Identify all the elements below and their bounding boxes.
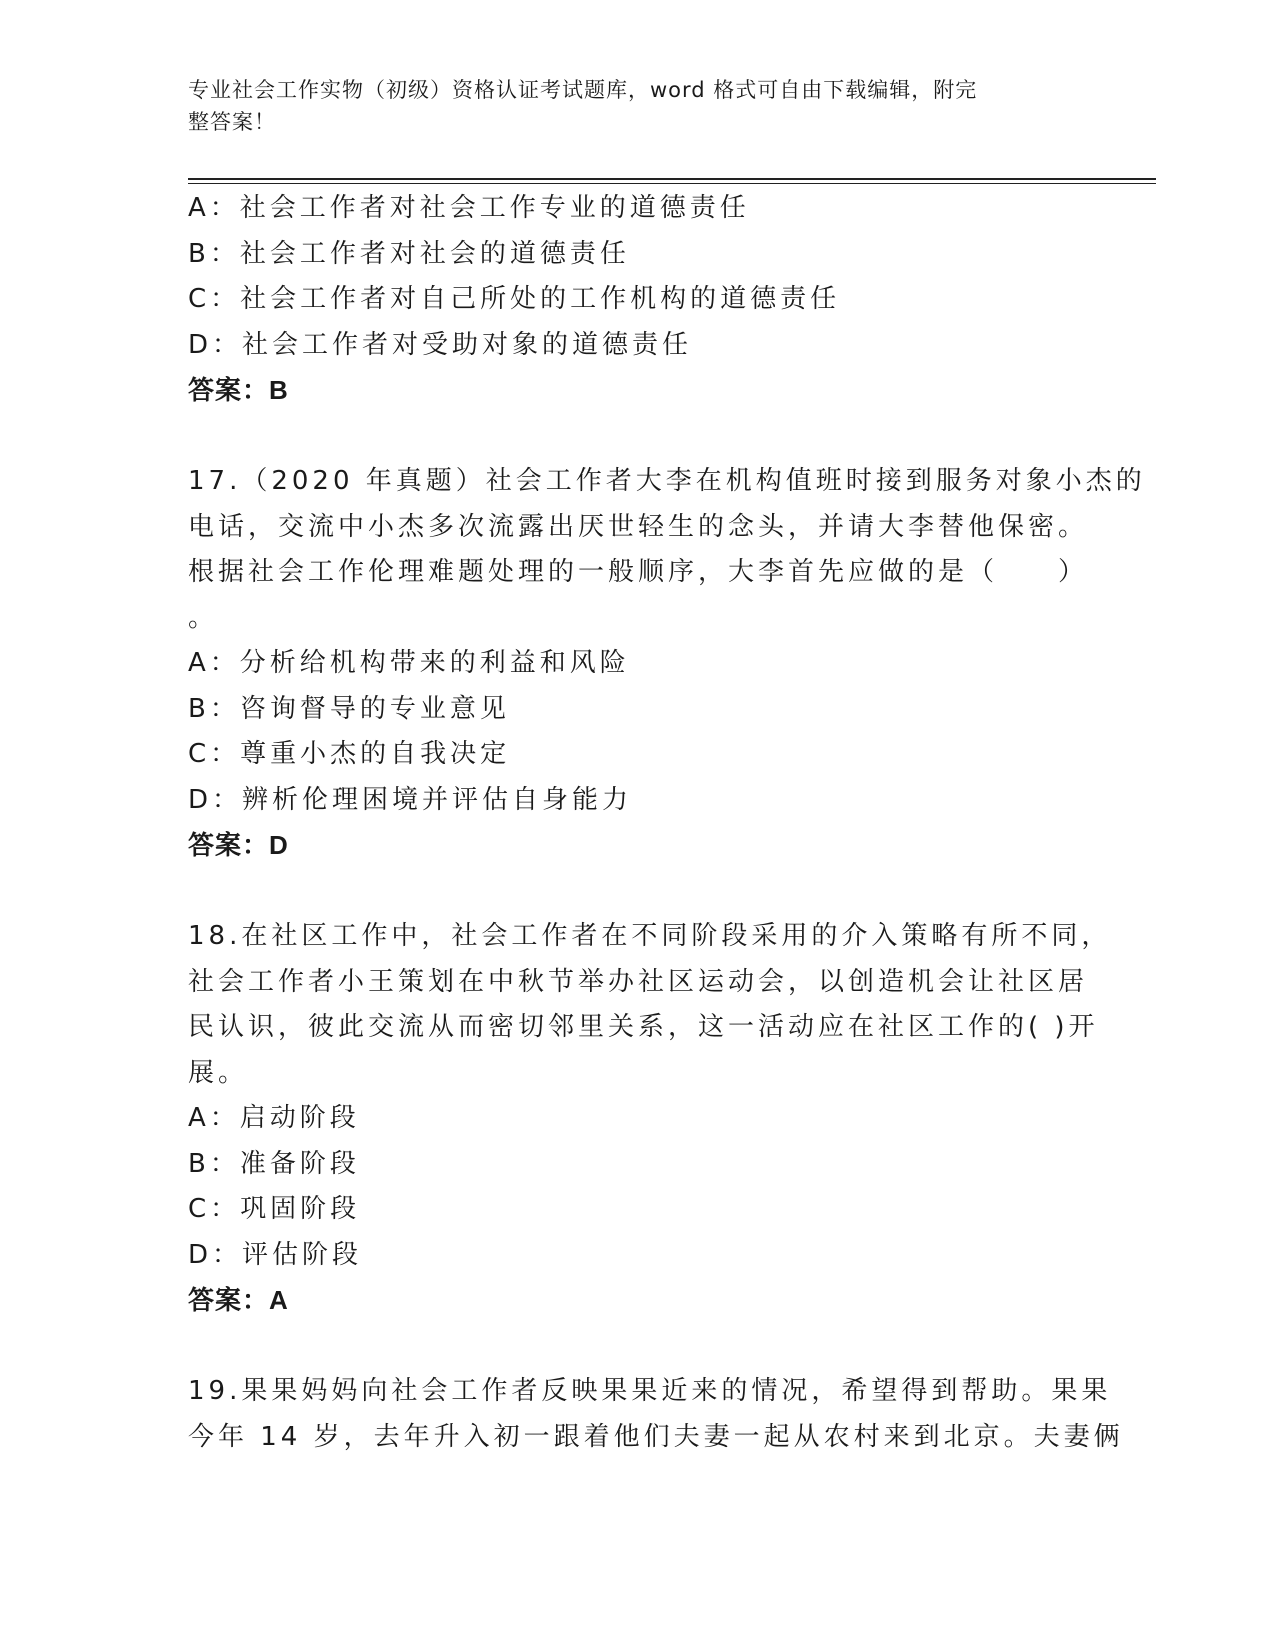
question-18 <box>188 914 1112 1324</box>
question-text-line: 18.在社区工作中，社会工作者在不同阶段采用的介入策略有所不同， <box>188 921 1112 951</box>
question-text-line: 19.果果妈妈向社会工作者反映果果近来的情况，希望得到帮助。果果 <box>188 1376 1112 1406</box>
header-rule-thick <box>188 178 1156 180</box>
header-line-2: 整答案！ <box>188 110 276 134</box>
answer: 答案：B <box>188 375 289 405</box>
question-17 <box>188 459 1146 869</box>
page-header <box>188 74 1068 138</box>
option-a: A：分析给机构带来的利益和风险 <box>188 648 630 678</box>
option-c: C：社会工作者对自己所处的工作机构的道德责任 <box>188 284 841 314</box>
question-text-line: 。 <box>188 602 219 633</box>
question-text-line: 社会工作者小王策划在中秋节举办社区运动会，以创造机会让社区居 <box>188 966 1089 997</box>
answer: 答案：A <box>188 1285 289 1315</box>
question-text-line: 17.（2020 年真题）社会工作者大李在机构值班时接到服务对象小杰的 <box>188 466 1146 496</box>
question-text-line: 展。 <box>188 1057 249 1088</box>
spacer <box>188 1324 1088 1370</box>
question-text-line: 电话，交流中小杰多次流露出厌世轻生的念头，并请大李替他保密。 <box>188 511 1089 542</box>
question-16 <box>188 186 1088 414</box>
option-d: D：社会工作者对受助对象的道德责任 <box>188 329 693 360</box>
option-b: B：社会工作者对社会的道德责任 <box>188 238 630 269</box>
answer: 答案：D <box>188 830 289 860</box>
question-text-line: 今年 14 岁，去年升入初一跟着他们夫妻一起从农村来到北京。夫妻俩 <box>188 1421 1124 1452</box>
option-d: D：辨析伦理困境并评估自身能力 <box>188 784 633 815</box>
question-content <box>188 186 1146 1460</box>
question-text-line: 民认识，彼此交流从而密切邻里关系，这一活动应在社区工作的( )开 <box>188 1012 1099 1042</box>
option-b: B：准备阶段 <box>188 1148 360 1179</box>
header-rule-thin <box>188 183 1156 184</box>
question-text-line: 根据社会工作伦理难题处理的一般顺序，大李首先应做的是（ ） <box>188 557 1089 587</box>
option-c: C：巩固阶段 <box>188 1194 361 1224</box>
question-19 <box>188 1369 1124 1460</box>
option-b: B：咨询督导的专业意见 <box>188 693 510 724</box>
spacer <box>188 869 1088 915</box>
option-a: A：启动阶段 <box>188 1103 360 1133</box>
option-a: A：社会工作者对社会工作专业的道德责任 <box>188 193 750 223</box>
header-line-1: 专业社会工作实物（初级）资格认证考试题库，word 格式可自由下载编辑，附完 <box>188 78 978 102</box>
option-c: C：尊重小杰的自我决定 <box>188 739 511 769</box>
spacer <box>188 414 1088 460</box>
option-d: D：评估阶段 <box>188 1239 363 1270</box>
